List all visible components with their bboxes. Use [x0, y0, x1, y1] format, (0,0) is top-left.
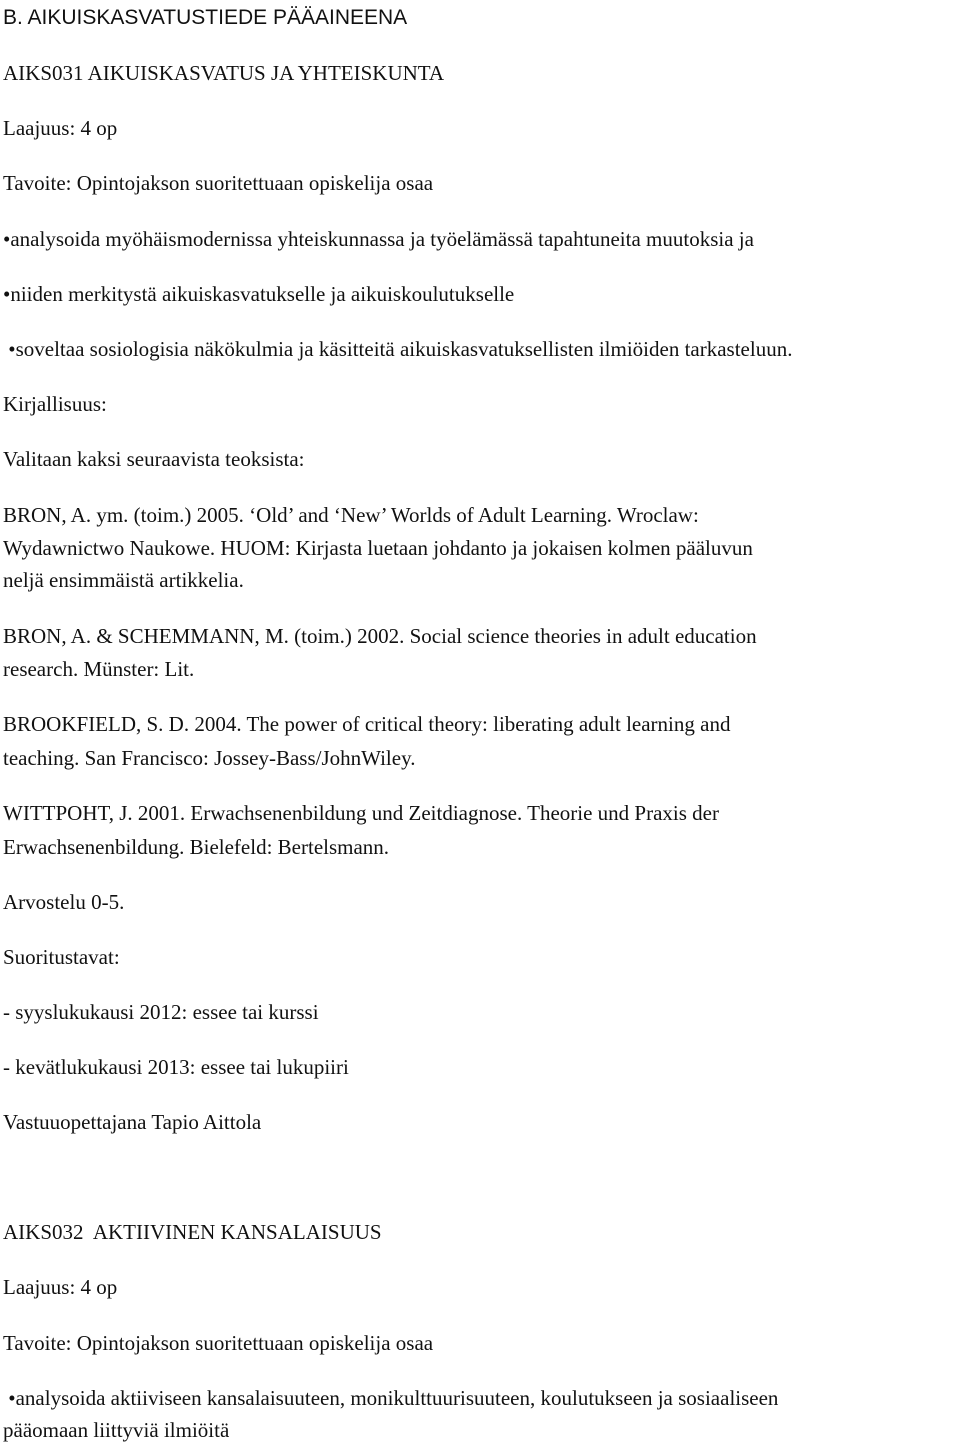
reference-line: neljä ensimmäistä artikkelia. [3, 568, 244, 592]
goal-intro: Tavoite: Opintojakson suoritettuaan opiskelija osaa [3, 171, 434, 195]
course-scope: Laajuus: 4 op [3, 1275, 118, 1299]
reference-line: BROOKFIELD, S. D. 2004. The power of critical theory: liberating adult learning and [3, 712, 731, 736]
goal-intro: Tavoite: Opintojakson suoritettuaan opiskelija osaa [3, 1331, 434, 1355]
course-title: AIKS032 AKTIIVINEN KANSALAISUUS [3, 1220, 382, 1244]
responsible-teacher: Vastuuopettajana Tapio Aittola [3, 1110, 262, 1134]
reference-line: research. Münster: Lit. [3, 657, 195, 681]
completion-method: - syyslukukausi 2012: essee tai kurssi [3, 1000, 319, 1024]
reference-line: teaching. San Francisco: Jossey-Bass/JohnWiley. [3, 746, 416, 770]
reference-line: BRON, A. ym. (toim.) 2005. ‘Old’ and ‘New’ Worlds of Adult Learning. Wroclaw: [3, 503, 699, 527]
reference-line: WITTPOHT, J. 2001. Erwachsenenbildung und Zeitdiagnose. Theorie und Praxis der [3, 801, 719, 825]
goal-item: •analysoida aktiiviseen kansalaisuuteen, monikulttuurisuuteen, koulutukseen ja sosiaaliseen [3, 1386, 779, 1410]
reference-line: BRON, A. & SCHEMMANN, M. (toim.) 2002. Social science theories in adult education [3, 624, 757, 648]
grading: Arvostelu 0-5. [3, 890, 125, 914]
literature-label: Kirjallisuus: [3, 392, 107, 416]
goal-item: •soveltaa sosiologisia näkökulmia ja käsitteitä aikuiskasvatuksellisten ilmiöiden tarkasteluun. [3, 337, 793, 361]
reference-line: Erwachsenenbildung. Bielefeld: Bertelsmann. [3, 835, 390, 859]
goal-item: •analysoida myöhäismodernissa yhteiskunnassa ja työelämässä tapahtuneita muutoksia ja [3, 227, 754, 251]
section-heading: B. AIKUISKASVATUSTIEDE PÄÄAINEENA [3, 6, 408, 29]
literature-intro: Valitaan kaksi seuraavista teoksista: [3, 447, 305, 471]
completion-method: - kevätlukukausi 2013: essee tai lukupiiri [3, 1055, 349, 1079]
goal-item: pääomaan liittyviä ilmiöitä [3, 1418, 230, 1442]
goal-item: •niiden merkitystä aikuiskasvatukselle ja aikuiskoulutukselle [3, 282, 515, 306]
reference-line: Wydawnictwo Naukowe. HUOM: Kirjasta luetaan johdanto ja jokaisen kolmen pääluvun [3, 536, 753, 560]
completion-label: Suoritustavat: [3, 945, 120, 969]
course-scope: Laajuus: 4 op [3, 116, 118, 140]
course-title: AIKS031 AIKUISKASVATUS JA YHTEISKUNTA [3, 61, 445, 85]
